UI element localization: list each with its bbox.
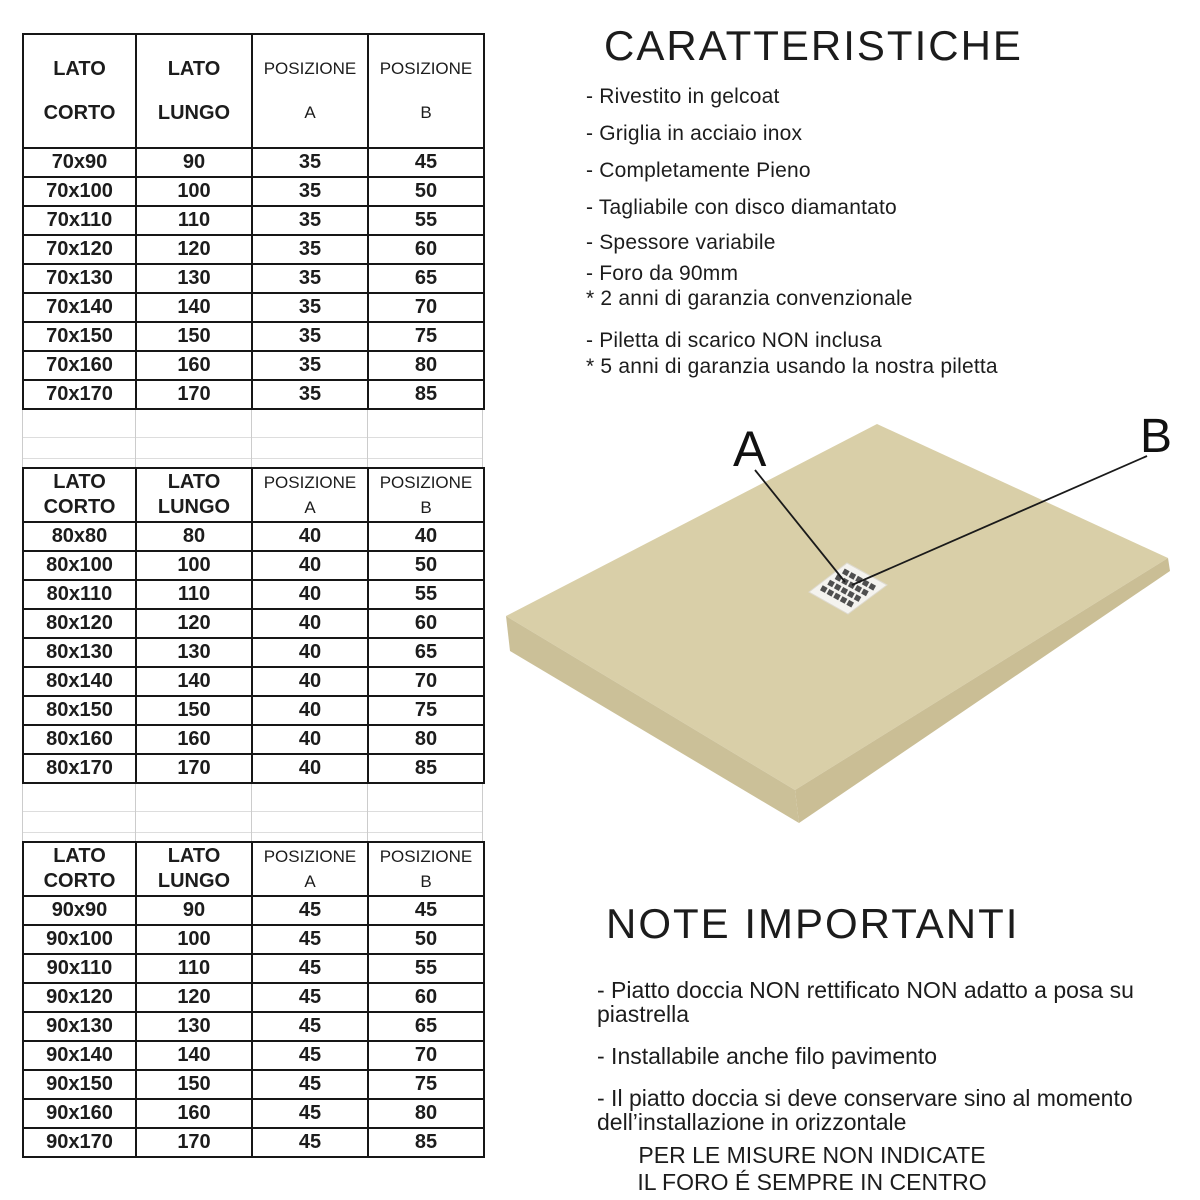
column-header: LATO CORTO <box>23 468 136 522</box>
table-cell: 75 <box>368 1070 484 1099</box>
label-a: A <box>733 421 767 477</box>
table-cell: 35 <box>252 235 368 264</box>
table-cell: 100 <box>136 925 252 954</box>
table-cell: 35 <box>252 206 368 235</box>
caratteristiche-title: CARATTERISTICHE <box>604 22 1023 69</box>
table-cell: 45 <box>252 1012 368 1041</box>
table-cell: 120 <box>136 983 252 1012</box>
list-item: * 5 anni di garanzia usando la nostra piletta <box>586 355 998 378</box>
table-cell: 160 <box>136 1099 252 1128</box>
table-cell: 80x130 <box>23 638 136 667</box>
list-item: - Foro da 90mm <box>586 262 739 285</box>
table-cell: 70x170 <box>23 380 136 409</box>
table-cell: 55 <box>368 954 484 983</box>
table-cell: 55 <box>368 580 484 609</box>
table-cell: 100 <box>136 177 252 206</box>
header-row <box>23 468 484 522</box>
table-cell: 70x150 <box>23 322 136 351</box>
caratteristiche-list-piletta <box>586 330 1200 382</box>
table-cell: 40 <box>252 638 368 667</box>
table-row <box>23 1099 484 1128</box>
column-header: LATO LUNGO <box>136 842 252 896</box>
table-cell: 60 <box>368 983 484 1012</box>
table-row <box>23 293 484 322</box>
note-importanti-title: NOTE IMPORTANTI <box>606 900 1020 947</box>
table-cell: 110 <box>136 580 252 609</box>
table-cell: 35 <box>252 177 368 206</box>
table-cell: 70x140 <box>23 293 136 322</box>
table-cell: 50 <box>368 551 484 580</box>
table-cell: 60 <box>368 609 484 638</box>
table-cell: 90x160 <box>23 1099 136 1128</box>
table-cell: 170 <box>136 380 252 409</box>
table-cell: 70x110 <box>23 206 136 235</box>
table-cell: 90x170 <box>23 1128 136 1157</box>
table-cell: 85 <box>368 1128 484 1157</box>
column-header: POSIZIONE A <box>252 468 368 522</box>
table-cell: 45 <box>252 896 368 925</box>
list-item: PER LE MISURE NON INDICATE <box>638 1142 986 1168</box>
table-cell: 80x160 <box>23 725 136 754</box>
table-cell: 140 <box>136 293 252 322</box>
table-row <box>23 725 484 754</box>
table-cell: 40 <box>252 725 368 754</box>
table-row <box>23 1012 484 1041</box>
table-cell: 80x80 <box>23 522 136 551</box>
header-row <box>23 842 484 896</box>
table-row <box>23 1041 484 1070</box>
list-item: - Installabile anche filo pavimento <box>597 1043 938 1069</box>
table-row <box>23 264 484 293</box>
table-cell: 90x110 <box>23 954 136 983</box>
table-cell: 70 <box>368 1041 484 1070</box>
table-cell: 80x140 <box>23 667 136 696</box>
size-table-70 <box>22 33 485 410</box>
list-item: - Rivestito in gelcoat <box>586 85 780 108</box>
table-cell: 150 <box>136 322 252 351</box>
table-cell: 55 <box>368 206 484 235</box>
table-cell: 65 <box>368 638 484 667</box>
table-row <box>23 896 484 925</box>
table-cell: 45 <box>252 983 368 1012</box>
table-cell: 70x100 <box>23 177 136 206</box>
table-cell: 65 <box>368 1012 484 1041</box>
table-cell: 160 <box>136 725 252 754</box>
table-row <box>23 522 484 551</box>
table-row <box>23 380 484 409</box>
table-cell: 90x150 <box>23 1070 136 1099</box>
table-cell: 120 <box>136 609 252 638</box>
table-cell: 110 <box>136 954 252 983</box>
table-cell: 50 <box>368 925 484 954</box>
table-cell: 80 <box>368 1099 484 1128</box>
table-cell: 75 <box>368 322 484 351</box>
table-cell: 150 <box>136 1070 252 1099</box>
table-cell: 140 <box>136 1041 252 1070</box>
size-table-90 <box>22 841 485 1158</box>
table-cell: 40 <box>252 522 368 551</box>
table-row <box>23 322 484 351</box>
label-b: B <box>1140 410 1173 463</box>
table-cell: 90x140 <box>23 1041 136 1070</box>
table-row <box>23 754 484 783</box>
table-cell: 40 <box>252 696 368 725</box>
table-cell: 35 <box>252 264 368 293</box>
table-cell: 35 <box>252 380 368 409</box>
table-cell: 40 <box>252 609 368 638</box>
table-cell: 45 <box>368 896 484 925</box>
table-row <box>23 1128 484 1157</box>
table-cell: 40 <box>252 551 368 580</box>
header-row <box>23 34 484 148</box>
size-table-80 <box>22 467 485 784</box>
table-cell: 70x130 <box>23 264 136 293</box>
table-cell: 80 <box>368 351 484 380</box>
table-cell: 160 <box>136 351 252 380</box>
table-cell: 130 <box>136 1012 252 1041</box>
table-cell: 70x120 <box>23 235 136 264</box>
list-item: IL FORO É SEMPRE IN CENTRO <box>637 1169 987 1195</box>
table-cell: 85 <box>368 754 484 783</box>
table-cell: 70x160 <box>23 351 136 380</box>
table-cell: 120 <box>136 235 252 264</box>
table-cell: 80x170 <box>23 754 136 783</box>
table-cell: 45 <box>252 1070 368 1099</box>
table-cell: 50 <box>368 177 484 206</box>
table-cell: 110 <box>136 206 252 235</box>
column-header: POSIZIONE A <box>252 842 368 896</box>
table-row <box>23 580 484 609</box>
column-header: LATO LUNGO <box>136 468 252 522</box>
table-cell: 80x150 <box>23 696 136 725</box>
table-cell: 65 <box>368 264 484 293</box>
table-cell: 45 <box>252 1128 368 1157</box>
table-cell: 40 <box>368 522 484 551</box>
table-cell: 45 <box>252 1099 368 1128</box>
table-cell: 70 <box>368 667 484 696</box>
table-cell: 45 <box>252 1041 368 1070</box>
list-item: - Il piatto doccia si deve conservare sino al momento dell’installazione in orizzontale <box>597 1085 1133 1135</box>
table-row <box>23 696 484 725</box>
table-cell: 35 <box>252 148 368 177</box>
column-header: POSIZIONE B <box>368 34 484 148</box>
table-row <box>23 925 484 954</box>
table-cell: 130 <box>136 638 252 667</box>
list-item: - Piatto doccia NON rettificato NON adatto a posa su piastrella <box>597 977 1134 1027</box>
list-item: * 2 anni di garanzia convenzionale <box>586 287 913 310</box>
table-cell: 70x90 <box>23 148 136 177</box>
list-item: - Spessore variabile <box>586 231 776 254</box>
table-row <box>23 206 484 235</box>
table-cell: 100 <box>136 551 252 580</box>
table-row <box>23 609 484 638</box>
table-cell: 35 <box>252 322 368 351</box>
table-cell: 90 <box>136 896 252 925</box>
column-header: POSIZIONE B <box>368 842 484 896</box>
table-cell: 45 <box>252 954 368 983</box>
table-cell: 85 <box>368 380 484 409</box>
table-cell: 35 <box>252 351 368 380</box>
column-header: POSIZIONE A <box>252 34 368 148</box>
table-cell: 60 <box>368 235 484 264</box>
table-gap <box>22 410 483 467</box>
table-row <box>23 667 484 696</box>
table-cell: 90 <box>136 148 252 177</box>
list-item: - Completamente Pieno <box>586 159 811 182</box>
table-cell: 90x90 <box>23 896 136 925</box>
table-cell: 40 <box>252 667 368 696</box>
table-cell: 80x100 <box>23 551 136 580</box>
table-cell: 130 <box>136 264 252 293</box>
table-cell: 150 <box>136 696 252 725</box>
table-row <box>23 351 484 380</box>
column-header: LATO LUNGO <box>136 34 252 148</box>
table-row <box>23 177 484 206</box>
column-header: LATO CORTO <box>23 842 136 896</box>
table-row <box>23 1070 484 1099</box>
table-cell: 45 <box>252 925 368 954</box>
table-row <box>23 983 484 1012</box>
table-cell: 80x120 <box>23 609 136 638</box>
table-cell: 90x100 <box>23 925 136 954</box>
table-cell: 40 <box>252 754 368 783</box>
table-gap <box>22 784 483 841</box>
list-item: - Griglia in acciaio inox <box>586 122 803 145</box>
table-cell: 45 <box>368 148 484 177</box>
shower-tray-diagram <box>500 400 1200 840</box>
table-cell: 40 <box>252 580 368 609</box>
note-importanti-footer <box>597 1142 1027 1196</box>
table-cell: 80x110 <box>23 580 136 609</box>
caratteristiche-list <box>586 86 1200 310</box>
table-cell: 140 <box>136 667 252 696</box>
table-cell: 75 <box>368 696 484 725</box>
list-item: - Piletta di scarico NON inclusa <box>586 329 882 352</box>
size-tables-section <box>22 33 483 1158</box>
table-cell: 80 <box>368 725 484 754</box>
table-cell: 35 <box>252 293 368 322</box>
table-row <box>23 148 484 177</box>
table-cell: 170 <box>136 1128 252 1157</box>
table-cell: 90x120 <box>23 983 136 1012</box>
column-header: POSIZIONE B <box>368 468 484 522</box>
table-row <box>23 638 484 667</box>
note-importanti-list <box>597 978 1157 1152</box>
table-row <box>23 235 484 264</box>
column-header: LATO CORTO <box>23 34 136 148</box>
table-row <box>23 954 484 983</box>
table-cell: 80 <box>136 522 252 551</box>
table-cell: 70 <box>368 293 484 322</box>
table-cell: 90x130 <box>23 1012 136 1041</box>
table-cell: 170 <box>136 754 252 783</box>
table-row <box>23 551 484 580</box>
list-item: - Tagliabile con disco diamantato <box>586 196 897 219</box>
